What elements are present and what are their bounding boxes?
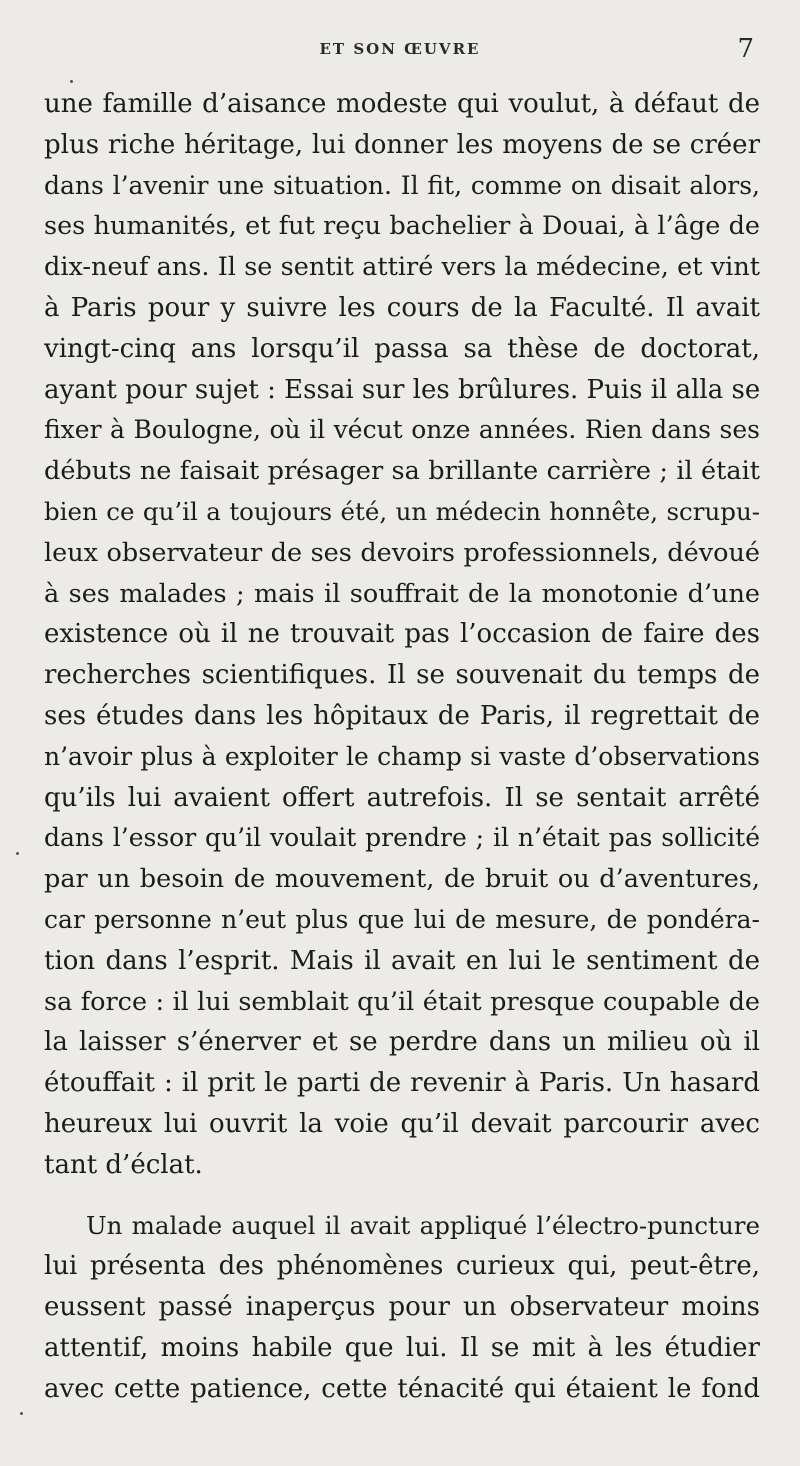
text-line: attentif, moins habile que lui. Il se mit à les étudier bbox=[44, 1332, 760, 1363]
text-line: ses humanités, et fut reçu bachelier à Douai, à l’âge de bbox=[44, 211, 760, 242]
text-line: à ses malades ; mais il souffrait de la monotonie d’une bbox=[44, 578, 760, 609]
text-line: heureux lui ouvrit la voie qu’il devait parcourir avec bbox=[44, 1108, 760, 1139]
text-line: dix-neuf ans. Il se sentit attiré vers la médecine, et vint bbox=[44, 252, 760, 283]
body-text bbox=[44, 84, 760, 1410]
text-line: la laisser s’énerver et se perdre dans un milieu où il bbox=[44, 1027, 760, 1058]
text-line: Un malade auquel il avait appliqué l’électro-puncture bbox=[86, 1210, 760, 1240]
text-line: car personne n’eut plus que lui de mesure, de pondéra- bbox=[44, 904, 760, 934]
text-line: qu’ils lui avaient offert autrefois. Il se sentait arrêté bbox=[44, 782, 760, 813]
text-line: dans l’essor qu’il voulait prendre ; il n’était pas sollicité bbox=[44, 823, 760, 853]
running-title: ET SON ŒUVRE bbox=[319, 40, 481, 58]
text-line: vingt-cinq ans lorsqu’il passa sa thèse de doctorat, bbox=[44, 333, 760, 364]
text-line: eussent passé inaperçus pour un observateur moins bbox=[44, 1292, 760, 1323]
text-line: lui présenta des phénomènes curieux qui, peut-être, bbox=[44, 1251, 760, 1282]
text-line: une famille d’aisance modeste qui voulut, à défaut de bbox=[44, 89, 760, 119]
print-speck bbox=[70, 80, 73, 83]
text-line: bien ce qu’il a toujours été, un médecin honnête, scrupu- bbox=[44, 496, 760, 526]
text-line: plus riche héritage, lui donner les moyens de se créer bbox=[44, 129, 760, 160]
text-line: existence où il ne trouvait pas l’occasion de faire des bbox=[44, 619, 760, 650]
paragraph-2 bbox=[44, 1206, 760, 1410]
print-speck bbox=[16, 852, 19, 855]
text-line: étouffait : il prit le parti de revenir à Paris. Un hasard bbox=[44, 1068, 760, 1099]
page-number: 7 bbox=[737, 34, 754, 64]
paragraph-gap bbox=[44, 1186, 760, 1206]
print-speck bbox=[20, 1412, 23, 1415]
text-line: débuts ne faisait présager sa brillante carrière ; il était bbox=[44, 456, 760, 487]
text-line: ayant pour sujet : Essai sur les brûlures. Puis il alla se bbox=[44, 374, 761, 405]
text-line: par un besoin de mouvement, de bruit ou d’aventures, bbox=[44, 864, 760, 895]
text-line: sa force : il lui semblait qu’il était presque coupable de bbox=[44, 986, 760, 1017]
text-line: dans l’avenir une situation. Il fit, comme on disait alors, bbox=[44, 170, 760, 200]
text-line: recherches scientifiques. Il se souvenait du temps de bbox=[44, 660, 760, 691]
text-line: fixer à Boulogne, où il vécut onze années. Rien dans ses bbox=[44, 415, 760, 445]
text-line: ses études dans les hôpitaux de Paris, il regrettait de bbox=[44, 700, 760, 731]
text-line: tion dans l’esprit. Mais il avait en lui le sentiment de bbox=[44, 945, 760, 976]
text-line: n’avoir plus à exploiter le champ si vaste d’observations bbox=[44, 741, 760, 771]
text-line: à Paris pour y suivre les cours de la Faculté. Il avait bbox=[44, 292, 760, 323]
text-line: avec cette patience, cette ténacité qui étaient le fond bbox=[44, 1373, 760, 1404]
text-line: leux observateur de ses devoirs professionnels, dévoué bbox=[44, 537, 760, 568]
text-line: tant d’éclat. bbox=[44, 1149, 203, 1180]
paragraph-1 bbox=[44, 84, 760, 1186]
running-head bbox=[0, 34, 800, 70]
